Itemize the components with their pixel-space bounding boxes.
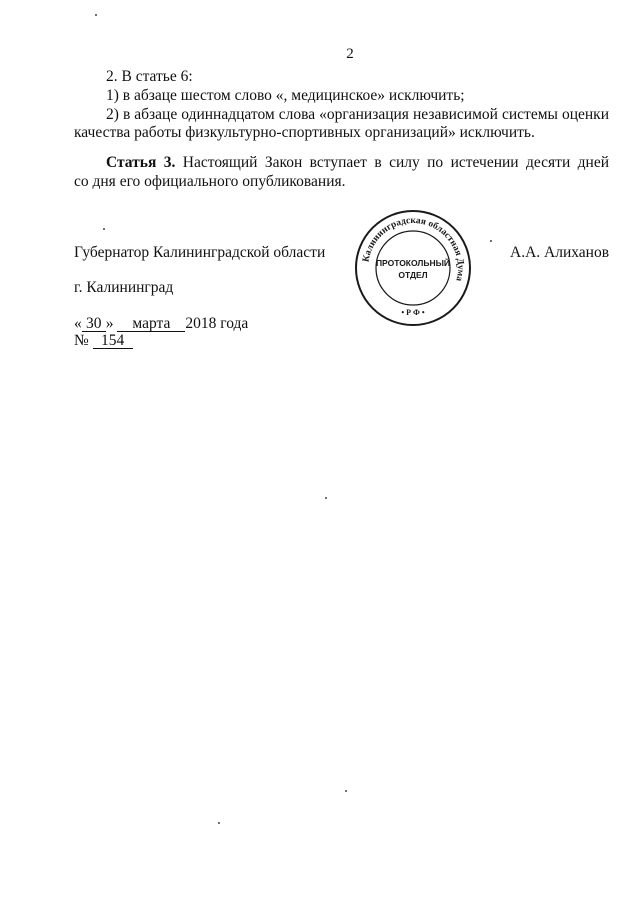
- number-line: [74, 332, 133, 350]
- article-3-label: Статья 3.: [106, 154, 176, 171]
- stamp-bottom-text: • Р Ф •: [401, 308, 425, 317]
- scan-speck: [325, 497, 327, 499]
- date-open-quote: «: [74, 315, 82, 332]
- scan-speck: [218, 822, 220, 824]
- item-2-2-line1: 2) в абзаце одиннадцатом слова «организация независимой системы оценки: [106, 106, 609, 123]
- date-close-quote: »: [105, 315, 114, 332]
- scan-speck: [103, 228, 105, 230]
- date-line: [74, 315, 248, 333]
- number-label: №: [74, 332, 89, 349]
- signature-position: Губернатор Калининградской области: [74, 244, 326, 261]
- article-3-line2: со дня его официального опубликования.: [74, 173, 346, 190]
- item-2-header: 2. В статье 6:: [106, 68, 193, 85]
- article-3-text: Настоящий Закон вступает в силу по истечении десяти дней: [182, 154, 610, 171]
- scan-speck: [490, 240, 492, 242]
- stamp-outer-text: Калининградская областная Дума: [361, 215, 466, 283]
- item-2-1: 1) в абзаце шестом слово «, медицинское» исключить;: [106, 87, 465, 104]
- stamp-center-line2: ОТДЕЛ: [398, 270, 428, 280]
- page-number: 2: [346, 46, 354, 62]
- number-value: 154: [93, 333, 133, 349]
- stamp-center-line1: ПРОТОКОЛЬНЫЙ: [375, 258, 451, 268]
- date-month: марта: [117, 316, 185, 332]
- item-2-2-line2: качества работы физкультурно-спортивных организаций» исключить.: [74, 124, 535, 141]
- city: г. Калининград: [74, 279, 174, 296]
- date-year: 2018 года: [185, 315, 249, 332]
- article-3-line1: [106, 154, 609, 172]
- official-stamp: [353, 208, 473, 328]
- scan-speck: [345, 790, 347, 792]
- signature-name: А.А. Алиханов: [510, 244, 610, 261]
- scan-speck: [95, 14, 97, 16]
- date-day: 30: [82, 316, 106, 332]
